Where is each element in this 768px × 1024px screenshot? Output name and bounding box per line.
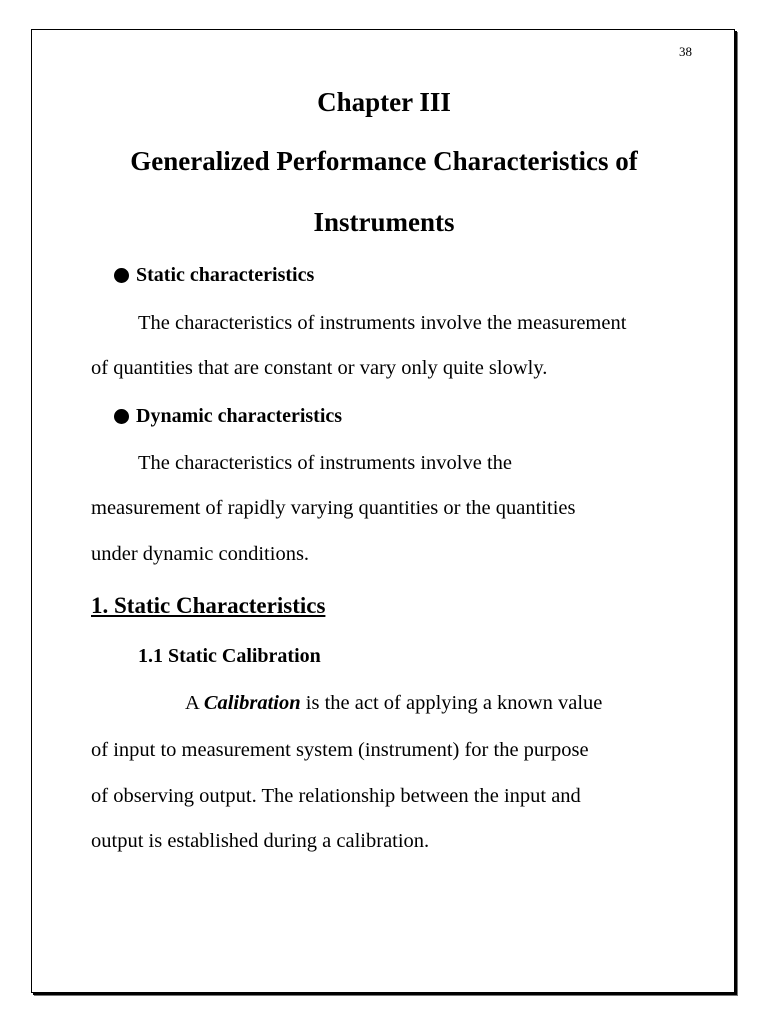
calibration-paragraph-line-3: of observing output. The relationship between the input and bbox=[91, 785, 581, 807]
bullet-icon bbox=[114, 409, 129, 424]
static-paragraph-line-2: of quantities that are constant or vary only quite slowly. bbox=[91, 357, 548, 379]
static-characteristics-heading: Static characteristics bbox=[136, 264, 315, 286]
bullet-icon bbox=[114, 268, 129, 283]
dynamic-characteristics-bullet bbox=[114, 405, 342, 428]
calibration-paragraph-line-4: output is established during a calibration. bbox=[91, 830, 430, 852]
calibration-paragraph-line-2: of input to measurement system (instrument) for the purpose bbox=[91, 739, 589, 761]
page-number: 38 bbox=[679, 44, 692, 59]
chapter-subtitle-line-1: Generalized Performance Characteristics of bbox=[130, 146, 638, 176]
chapter-subtitle-line-2: Instruments bbox=[313, 207, 455, 237]
subsection-heading: 1.1 Static Calibration bbox=[138, 645, 321, 667]
static-characteristics-bullet bbox=[114, 264, 314, 287]
calibration-term: Calibration bbox=[203, 692, 301, 714]
dynamic-paragraph-line-3: under dynamic conditions. bbox=[91, 543, 310, 565]
dynamic-paragraph-line-2: measurement of rapidly varying quantities or the quantities bbox=[91, 497, 576, 519]
dynamic-characteristics-heading: Dynamic characteristics bbox=[136, 405, 343, 427]
calibration-prefix: A bbox=[185, 692, 204, 714]
calibration-paragraph-line-1 bbox=[185, 692, 602, 715]
section-heading: 1. Static Characteristics bbox=[91, 593, 326, 618]
static-paragraph-line-1: The characteristics of instruments involve the measurement bbox=[138, 312, 627, 334]
calibration-suffix: is the act of applying a known value bbox=[300, 692, 603, 714]
chapter-title: Chapter III bbox=[317, 87, 451, 117]
dynamic-paragraph-line-1: The characteristics of instruments involve the bbox=[138, 452, 513, 474]
